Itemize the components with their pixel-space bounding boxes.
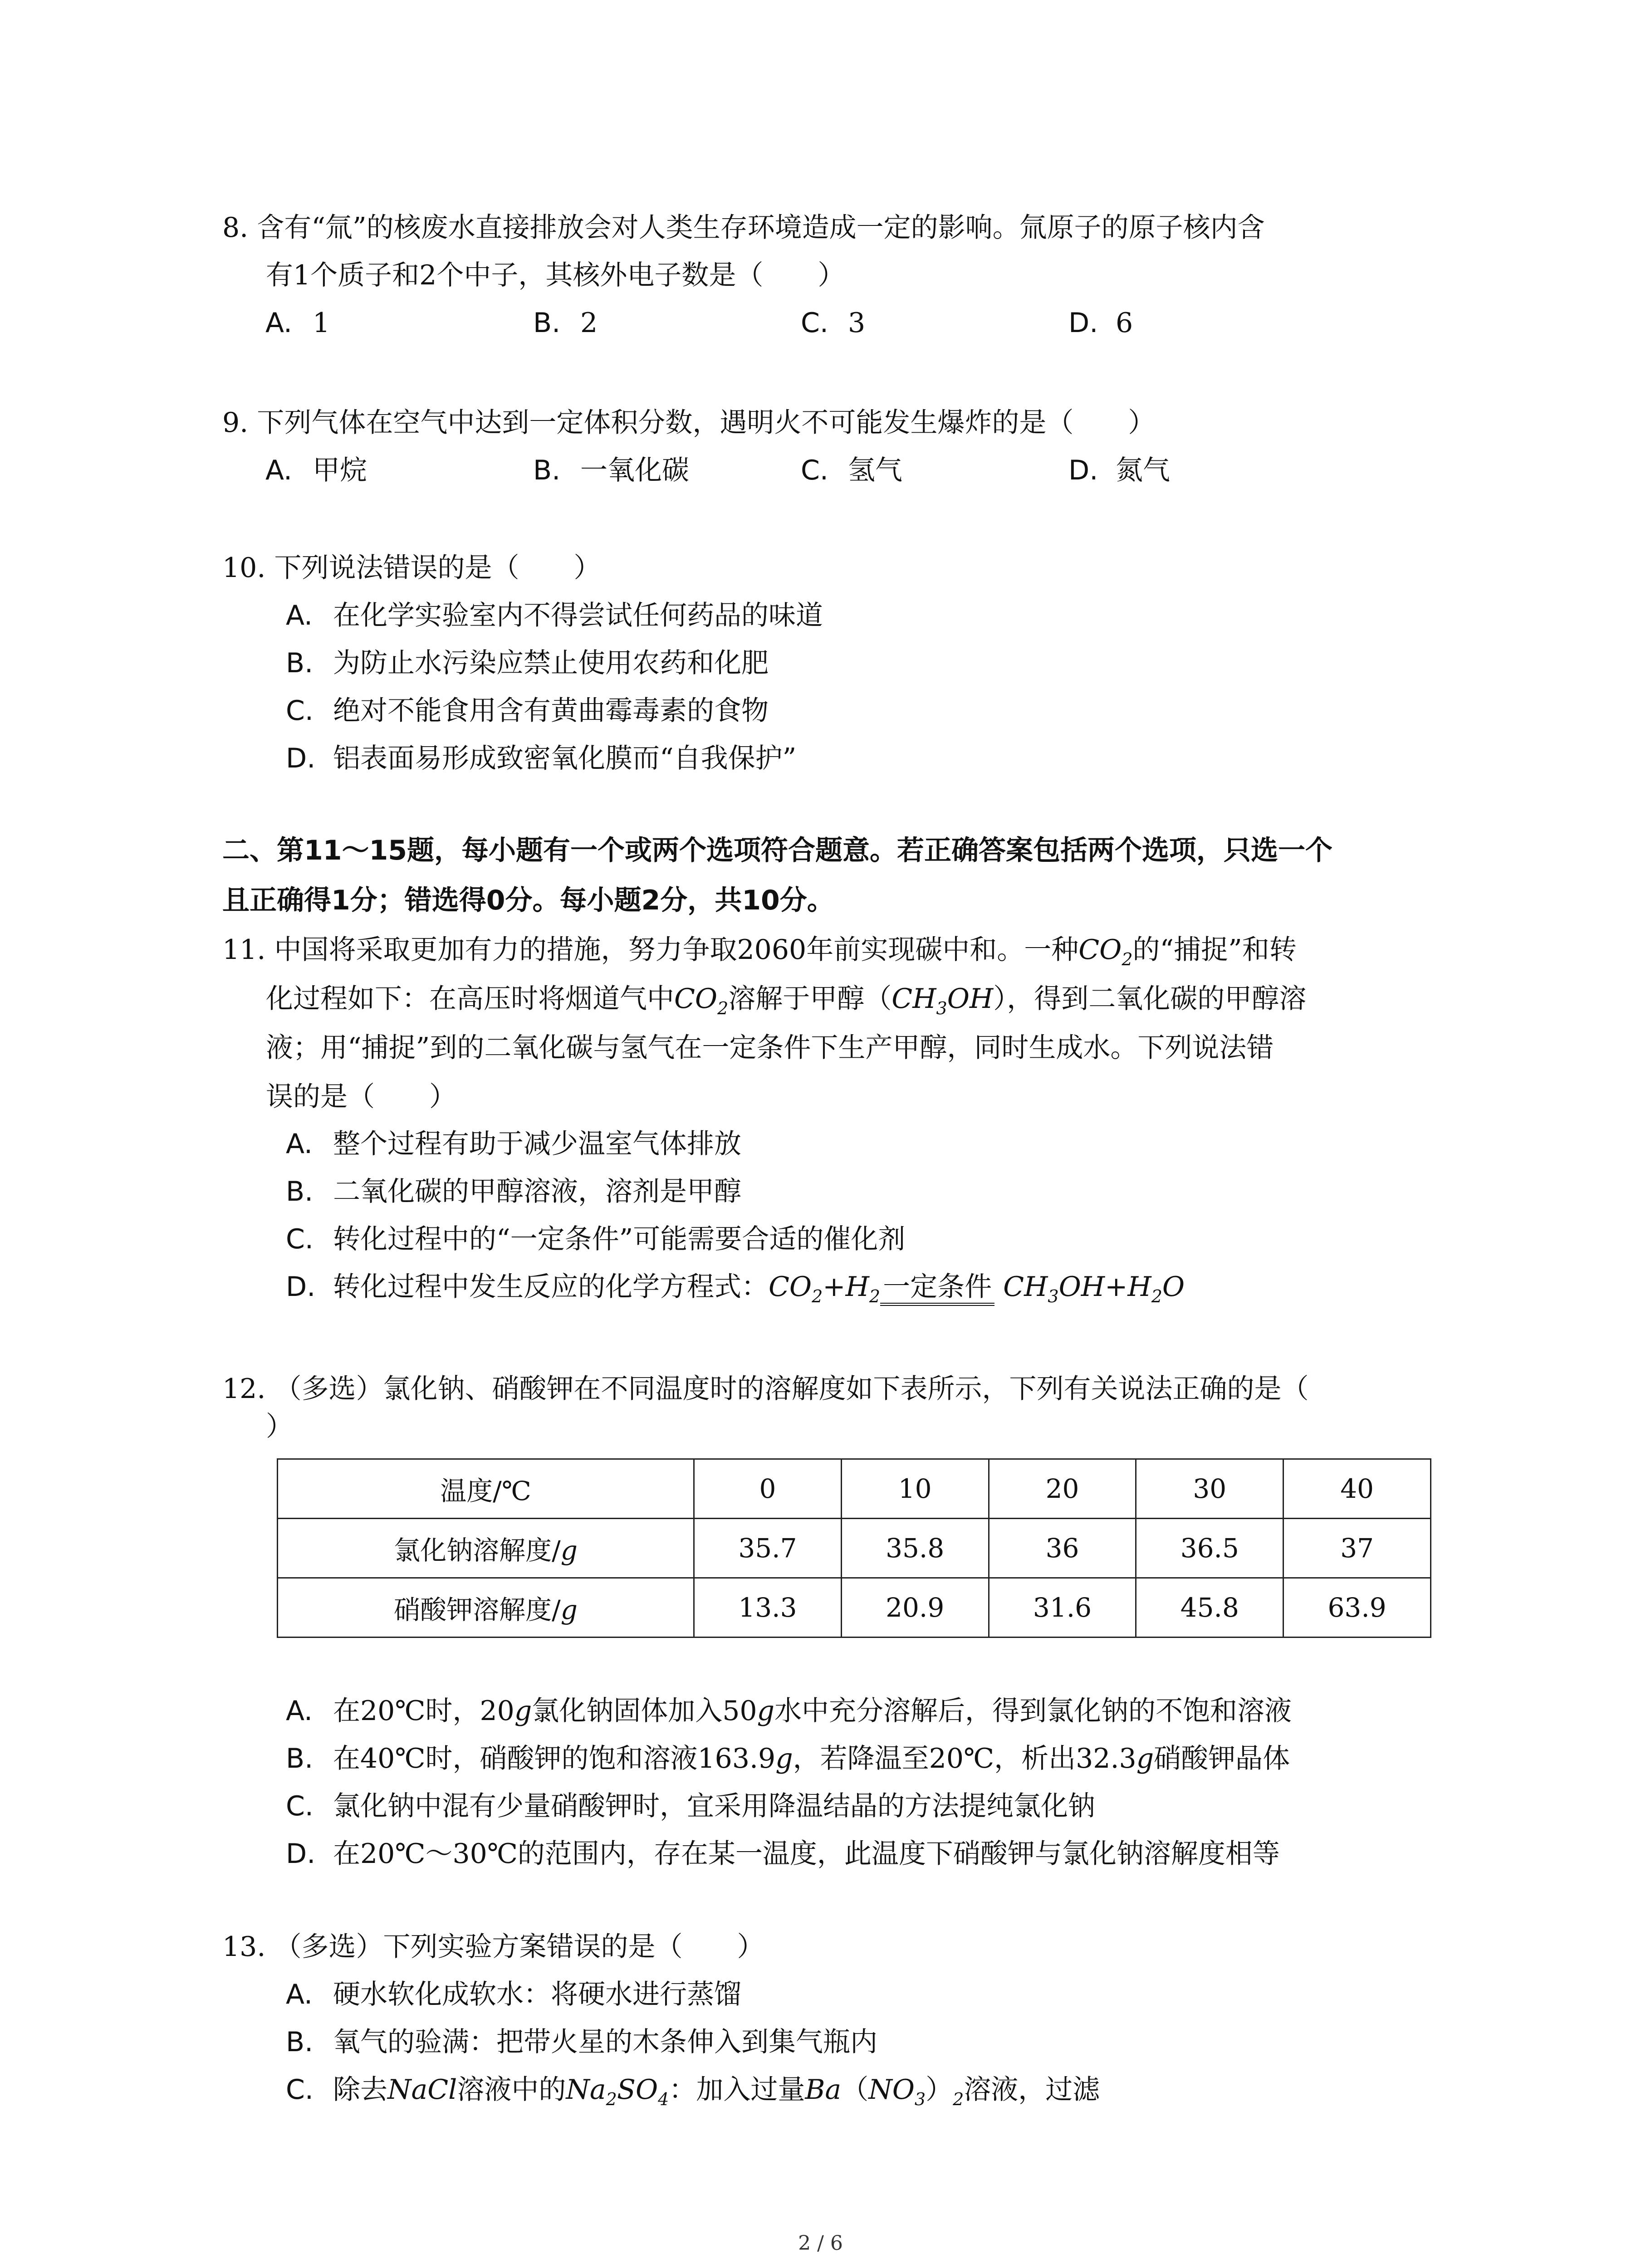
table-cell: 30 <box>1136 1459 1283 1519</box>
reaction-condition: 一定条件 <box>880 1271 994 1306</box>
section-2-heading: 二、第11～15题，每小题有一个或两个选项符合题意。若正确答案包括两个选项，只选一个 且正确得1分；错选得0分。每小题2分，共10分。 <box>222 835 1332 916</box>
question-9-stem <box>222 399 1447 447</box>
option-d: D. 在20℃～30℃的范围内，存在某一温度，此温度下硝酸钾与氯化钠溶解度相等 <box>286 1838 1280 1870</box>
solubility-table <box>277 1458 1431 1638</box>
option-b: B. 一氧化碳 <box>533 455 689 486</box>
option-b: B. 氧气的验满：把带火星的木条伸入到集气瓶内 <box>286 2026 877 2058</box>
option-a: A. 在化学实验室内不得尝试任何药品的味道 <box>286 600 823 631</box>
question-8-options <box>265 299 1336 347</box>
question-12-options <box>286 1687 1292 1878</box>
table-cell: 36 <box>989 1519 1136 1578</box>
table-cell: 硝酸钾溶解度/g <box>278 1578 694 1637</box>
table-cell: 10 <box>841 1459 989 1519</box>
option-c: C. 绝对不能食用含有黄曲霉毒素的食物 <box>286 695 769 727</box>
table-header-row <box>278 1459 1431 1519</box>
table-cell: 氯化钠溶解度/g <box>278 1519 694 1578</box>
option-d: D. 铝表面易形成致密氧化膜而“自我保护” <box>286 743 797 774</box>
table-cell: 20 <box>989 1459 1136 1519</box>
question-10-stem <box>222 544 1447 592</box>
option-c: C. 氯化钠中混有少量硝酸钾时，宜采用降温结晶的方法提纯氯化钠 <box>286 1790 1095 1822</box>
question-text: 有1个质子和2个中子，其核外电子数是（ ） <box>266 259 845 291</box>
question-11-stem: 11. 中国将采取更加有力的措施，努力争取2060年前实现碳中和。一种$CO_2$的“捕捉”和转 化过程如下：在高压时将烟道气中$CO_2$溶解于甲醇$(CH_3OH)$，得到二氧化碳的甲醇溶 液；用“捕捉”到的二氧化碳与氢气在一定条件下生产甲醇，同时生成水。下列说法错 误的是（ ） <box>222 934 1307 1113</box>
option-d: D. 氮气 <box>1068 455 1170 486</box>
option-a: A. 1 <box>265 307 330 339</box>
question-number: 12. <box>222 1373 266 1405</box>
question-text: 下列说法错误的是（ ） <box>274 552 601 584</box>
option-b: B. 在40℃时，硝酸钾的饱和溶液163.9g，若降温至20℃，析出32.3g硝酸钾晶体 <box>286 1743 1290 1774</box>
table-row <box>278 1578 1431 1637</box>
page-number: 2 / 6 <box>798 2232 843 2255</box>
table-cell: 温度/℃ <box>278 1459 694 1519</box>
table-cell: 63.9 <box>1283 1578 1431 1637</box>
question-number: 8. <box>222 212 249 244</box>
question-text: 含有“氚”的核废水直接排放会对人类生存环境造成一定的影响。氚原子的原子核内含 <box>257 212 1265 244</box>
question-13-stem <box>222 1923 1447 1971</box>
table-cell: 20.9 <box>841 1578 989 1637</box>
question-number: 13. <box>222 1931 266 1963</box>
question-10-options <box>286 592 823 782</box>
option-d: D. 6 <box>1068 307 1133 339</box>
question-8-stem <box>222 204 1447 299</box>
option-a: A. 硬水软化成软水：将硬水进行蒸馏 <box>286 1979 741 2010</box>
option-b: B. 为防止水污染应禁止使用农药和化肥 <box>286 647 769 679</box>
question-number: 11. <box>222 934 266 966</box>
table-cell: 35.8 <box>841 1519 989 1578</box>
question-text: 下列气体在空气中达到一定体积分数，遇明火不可能发生爆炸的是（ ） <box>257 407 1156 439</box>
option-c: C. 3 <box>801 307 866 339</box>
question-number: 10. <box>222 552 266 584</box>
option-b: B. 二氧化碳的甲醇溶液，溶剂是甲醇 <box>286 1176 741 1207</box>
table-cell: 0 <box>694 1459 842 1519</box>
question-11-options <box>286 1120 1185 1311</box>
option-a: A. 甲烷 <box>265 455 367 486</box>
table-cell: 36.5 <box>1136 1519 1283 1578</box>
chemical-equation: $CO_2+H_2$ 一定条件 $CH_3OH+H_2O$ <box>769 1271 1185 1306</box>
option-b: B. 2 <box>533 307 598 339</box>
table-row <box>278 1519 1431 1578</box>
table-cell: 40 <box>1283 1459 1431 1519</box>
table-cell: 37 <box>1283 1519 1431 1578</box>
table-cell: 31.6 <box>989 1578 1136 1637</box>
option-c: C. 除去NaCl溶液中的$Na_2SO_4$：加入过量$Ba(NO_3)_2$溶液，过滤 <box>286 2074 1100 2109</box>
question-text: （多选）氯化钠、硝酸钾在不同温度时的溶解度如下表所示，下列有关说法正确的是（ <box>274 1373 1309 1405</box>
option-c: C. 转化过程中的“一定条件”可能需要合适的催化剂 <box>286 1223 906 1255</box>
question-text: （多选）下列实验方案错误的是（ ） <box>274 1931 764 1963</box>
option-d: D. 转化过程中发生反应的化学方程式：$CO_2+H_2$ 一定条件 $CH_3OH+H_2O$ <box>286 1271 1185 1306</box>
question-9-options <box>265 447 1336 494</box>
question-12-stem: 12. （多选）氯化钠、硝酸钾在不同温度时的溶解度如下表所示，下列有关说法正确的是（ ） <box>222 1373 1309 1442</box>
table-cell: 13.3 <box>694 1578 842 1637</box>
option-c: C. 氢气 <box>801 455 902 486</box>
option-a: A. 整个过程有助于减少温室气体排放 <box>286 1128 741 1160</box>
question-13-options <box>286 1971 1100 2114</box>
table-cell: 35.7 <box>694 1519 842 1578</box>
table-cell: 45.8 <box>1136 1578 1283 1637</box>
option-a: A. 在20℃时，20g氯化钠固体加入50g水中充分溶解后，得到氯化钠的不饱和溶液 <box>286 1695 1292 1727</box>
question-number: 9. <box>222 407 249 439</box>
